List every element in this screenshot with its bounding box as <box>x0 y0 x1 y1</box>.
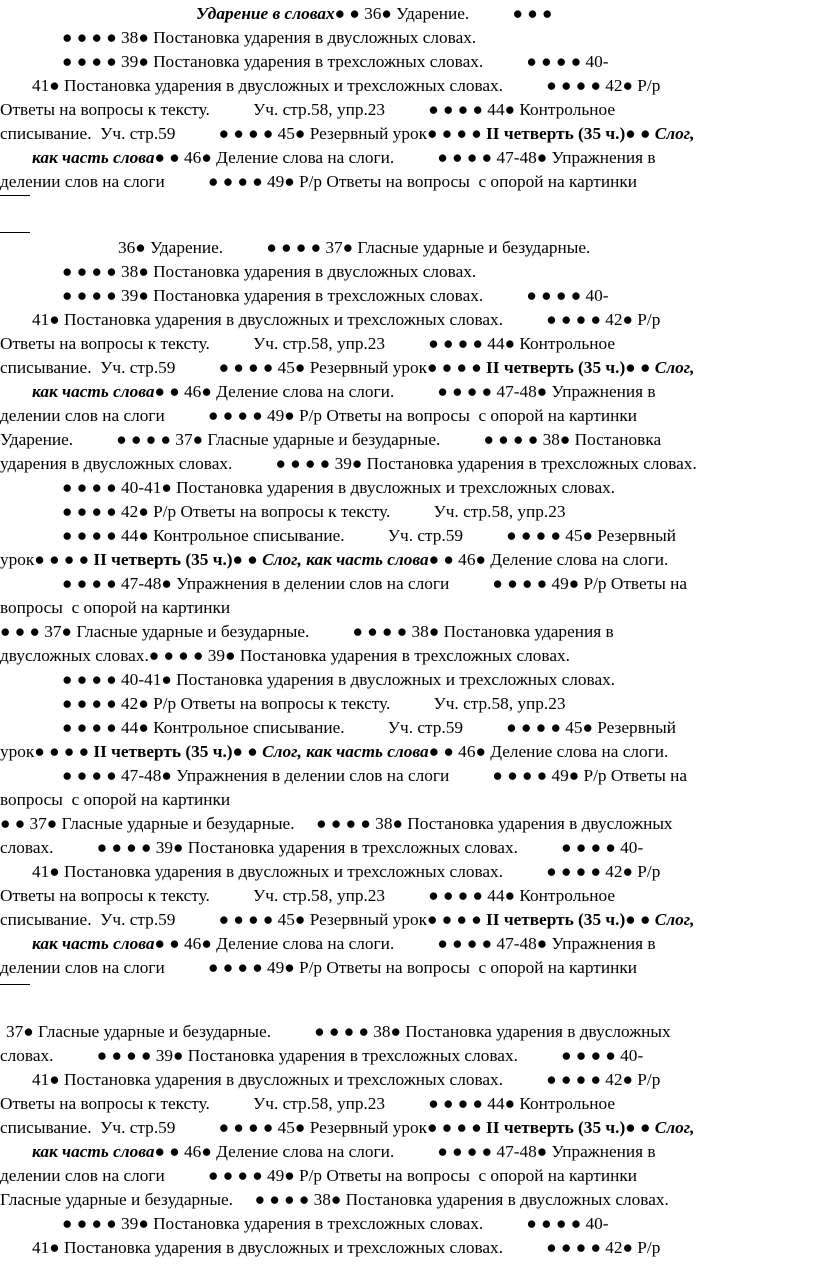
text-line <box>62 284 609 308</box>
text-line <box>0 1044 643 1068</box>
text-segment: ● ● 46● Деление слова на слоги. <box>428 550 669 569</box>
text-segment: Ударение. ● ● ● ● 37● Гласные ударные и безударные. ● ● ● ● 38● Постановка <box>0 430 662 449</box>
italic-heading: Слог, <box>654 1118 695 1137</box>
text-line <box>196 2 552 26</box>
text-line <box>0 1116 695 1140</box>
italic-heading: как часть слова <box>32 148 155 167</box>
text-segment: Ответы на вопросы к тексту. Уч. стр.58, упр.23 ● ● ● ● 44● Контрольное <box>0 334 615 353</box>
text-line <box>0 548 668 572</box>
text-segment: 37● Гласные ударные и безударные. ● ● ● ● 38● Постановка ударения в двусложных <box>6 1022 671 1041</box>
text-line <box>32 860 660 884</box>
text-line <box>32 146 656 170</box>
text-segment: ● ● ● ● 39● Постановка ударения в трехсложных словах. ● ● ● ● 40- <box>62 286 609 305</box>
text-segment: вопросы с опорой на картинки <box>0 790 231 809</box>
text-segment: ● ● ● ● 40-41● Постановка ударения в двусложных и трехсложных словах. <box>62 670 616 689</box>
text-line <box>32 1140 656 1164</box>
text-line <box>0 122 695 146</box>
text-line <box>62 500 566 524</box>
text-segment: урок● ● ● ● <box>0 550 94 569</box>
text-segment: ● ● 46● Деление слова на слоги. ● ● ● ● 47-48● Упражнения в <box>154 1142 656 1161</box>
text-segment: двусложных словах.● ● ● ● 39● Постановка ударения в трехсложных словах. <box>0 646 570 665</box>
text-line <box>0 812 673 836</box>
text-line <box>0 428 661 452</box>
text-segment: 36● Ударение. ● ● ● ● 37● Гласные ударные и безударные. <box>118 238 591 257</box>
text-line <box>0 356 695 380</box>
footnote-separator <box>0 195 30 196</box>
text-segment: словах. ● ● ● ● 39● Постановка ударения в трехсложных словах. ● ● ● ● 40- <box>0 838 644 857</box>
text-line <box>0 1188 669 1212</box>
text-line <box>118 236 590 260</box>
text-segment: Ответы на вопросы к тексту. Уч. стр.58, упр.23 ● ● ● ● 44● Контрольное <box>0 100 615 119</box>
italic-heading: как часть слова <box>32 934 155 953</box>
bold-heading: II четверть (35 ч.) <box>93 550 233 569</box>
italic-heading: Слог, <box>654 910 695 929</box>
text-line <box>62 26 476 50</box>
text-line <box>0 170 637 194</box>
text-segment: списывание. Уч. стр.59 ● ● ● ● 45● Резервный урок● ● ● ● <box>0 1118 487 1137</box>
text-segment: ● ● <box>625 124 655 143</box>
italic-heading: Слог, <box>654 124 695 143</box>
text-line <box>0 404 637 428</box>
text-line <box>62 1212 609 1236</box>
footnote-separator <box>0 232 30 233</box>
text-line <box>0 332 615 356</box>
italic-heading: Ударение в словах <box>196 4 335 23</box>
text-segment: ● ● <box>625 910 655 929</box>
text-segment: ● ● ● ● 40-41● Постановка ударения в двусложных и трехсложных словах. <box>62 478 616 497</box>
text-line <box>0 596 230 620</box>
text-segment: ● ● ● ● 47-48● Упражнения в делении слов на слоги ● ● ● ● 49● Р/р Ответы на <box>62 574 688 593</box>
text-segment: ● ● ● ● 38● Постановка ударения в двусложных словах. <box>62 262 477 281</box>
italic-heading: Слог, как часть слова <box>262 550 429 569</box>
text-segment: ● ● ● 37● Гласные ударные и безударные. ● ● ● ● 38● Постановка ударения в <box>0 622 614 641</box>
italic-heading: Слог, как часть слова <box>262 742 429 761</box>
bold-heading: II четверть (35 ч.) <box>486 124 626 143</box>
text-segment: Ответы на вопросы к тексту. Уч. стр.58, упр.23 ● ● ● ● 44● Контрольное <box>0 886 615 905</box>
text-line <box>0 1092 615 1116</box>
text-segment: ● ● ● ● 42● Р/р Ответы на вопросы к тексту. Уч. стр.58, упр.23 <box>62 502 566 521</box>
text-segment: ● ● <box>232 742 263 761</box>
text-segment: Гласные ударные и безударные. ● ● ● ● 38● Постановка ударения в двусложных словах. <box>0 1190 669 1209</box>
text-line <box>62 260 476 284</box>
text-segment: ● ● <box>232 550 263 569</box>
text-line <box>62 524 676 548</box>
italic-heading: Слог, <box>654 358 695 377</box>
text-line <box>32 380 656 404</box>
text-segment: словах. ● ● ● ● 39● Постановка ударения в трехсложных словах. ● ● ● ● 40- <box>0 1046 644 1065</box>
text-segment: ● ● ● ● 38● Постановка ударения в двусложных словах. <box>62 28 477 47</box>
text-line <box>0 740 668 764</box>
text-line <box>32 1236 660 1260</box>
text-line <box>0 908 695 932</box>
text-line <box>32 932 656 956</box>
text-line <box>0 884 615 908</box>
text-segment: 41● Постановка ударения в двусложных и трехсложных словах. ● ● ● ● 42● Р/р <box>32 310 661 329</box>
text-line <box>0 1164 637 1188</box>
text-segment: ● ● <box>625 1118 655 1137</box>
text-line <box>62 668 615 692</box>
text-line <box>62 692 566 716</box>
text-segment: Ответы на вопросы к тексту. Уч. стр.58, упр.23 ● ● ● ● 44● Контрольное <box>0 1094 615 1113</box>
text-segment: делении слов на слоги ● ● ● ● 49● Р/р Ответы на вопросы с опорой на картинки <box>0 172 637 191</box>
text-segment: ● ● 46● Деление слова на слоги. ● ● ● ● 47-48● Упражнения в <box>154 934 656 953</box>
text-segment: 41● Постановка ударения в двусложных и трехсложных словах. ● ● ● ● 42● Р/р <box>32 76 661 95</box>
bold-heading: II четверть (35 ч.) <box>486 358 626 377</box>
text-segment: ударения в двусложных словах. ● ● ● ● 39● Постановка ударения в трехсложных словах. <box>0 454 697 473</box>
bold-heading: II четверть (35 ч.) <box>93 742 233 761</box>
text-segment: 41● Постановка ударения в двусложных и трехсложных словах. ● ● ● ● 42● Р/р <box>32 1070 661 1089</box>
text-segment: 41● Постановка ударения в двусложных и трехсложных словах. ● ● ● ● 42● Р/р <box>32 1238 661 1257</box>
text-segment: ● ● <box>625 358 655 377</box>
text-line <box>62 716 676 740</box>
text-line <box>0 836 643 860</box>
text-segment: ● ● ● ● 42● Р/р Ответы на вопросы к тексту. Уч. стр.58, упр.23 <box>62 694 566 713</box>
text-segment: списывание. Уч. стр.59 ● ● ● ● 45● Резервный урок● ● ● ● <box>0 358 487 377</box>
text-segment: делении слов на слоги ● ● ● ● 49● Р/р Ответы на вопросы с опорой на картинки <box>0 406 637 425</box>
text-segment: 41● Постановка ударения в двусложных и трехсложных словах. ● ● ● ● 42● Р/р <box>32 862 661 881</box>
footnote-separator <box>0 984 30 985</box>
text-segment: делении слов на слоги ● ● ● ● 49● Р/р Ответы на вопросы с опорой на картинки <box>0 1166 637 1185</box>
text-segment: ● ● 46● Деление слова на слоги. ● ● ● ● 47-48● Упражнения в <box>154 148 656 167</box>
text-line <box>62 572 687 596</box>
text-segment: списывание. Уч. стр.59 ● ● ● ● 45● Резервный урок● ● ● ● <box>0 910 487 929</box>
text-segment: списывание. Уч. стр.59 ● ● ● ● 45● Резервный урок● ● ● ● <box>0 124 487 143</box>
text-segment: ● ● ● ● 44● Контрольное списывание. Уч. стр.59 ● ● ● ● 45● Резервный <box>62 526 676 545</box>
text-line <box>0 620 614 644</box>
text-line <box>62 50 609 74</box>
text-line <box>0 788 230 812</box>
text-line <box>0 452 697 476</box>
text-line <box>0 98 615 122</box>
text-segment: ● ● ● ● 39● Постановка ударения в трехсложных словах. ● ● ● ● 40- <box>62 52 609 71</box>
text-segment: ● ● ● ● 39● Постановка ударения в трехсложных словах. ● ● ● ● 40- <box>62 1214 609 1233</box>
italic-heading: как часть слова <box>32 382 155 401</box>
text-line <box>32 1068 660 1092</box>
text-line <box>6 1020 671 1044</box>
text-segment: ● ● ● ● 44● Контрольное списывание. Уч. стр.59 ● ● ● ● 45● Резервный <box>62 718 676 737</box>
text-segment: вопросы с опорой на картинки <box>0 598 231 617</box>
text-line <box>32 74 660 98</box>
text-segment: ● ● ● ● 47-48● Упражнения в делении слов на слоги ● ● ● ● 49● Р/р Ответы на <box>62 766 688 785</box>
text-segment: ● ● 36● Ударение. ● ● ● <box>334 4 553 23</box>
bold-heading: II четверть (35 ч.) <box>486 1118 626 1137</box>
text-line <box>0 956 637 980</box>
bold-heading: II четверть (35 ч.) <box>486 910 626 929</box>
text-segment: ● ● 46● Деление слова на слоги. <box>428 742 669 761</box>
text-line <box>32 308 660 332</box>
text-segment: делении слов на слоги ● ● ● ● 49● Р/р Ответы на вопросы с опорой на картинки <box>0 958 637 977</box>
text-line <box>0 644 570 668</box>
text-segment: урок● ● ● ● <box>0 742 94 761</box>
text-line <box>62 476 615 500</box>
text-line <box>62 764 687 788</box>
italic-heading: как часть слова <box>32 1142 155 1161</box>
text-segment: ● ● 37● Гласные ударные и безударные. ● ● ● ● 38● Постановка ударения в двусложных <box>0 814 673 833</box>
text-segment: ● ● 46● Деление слова на слоги. ● ● ● ● 47-48● Упражнения в <box>154 382 656 401</box>
